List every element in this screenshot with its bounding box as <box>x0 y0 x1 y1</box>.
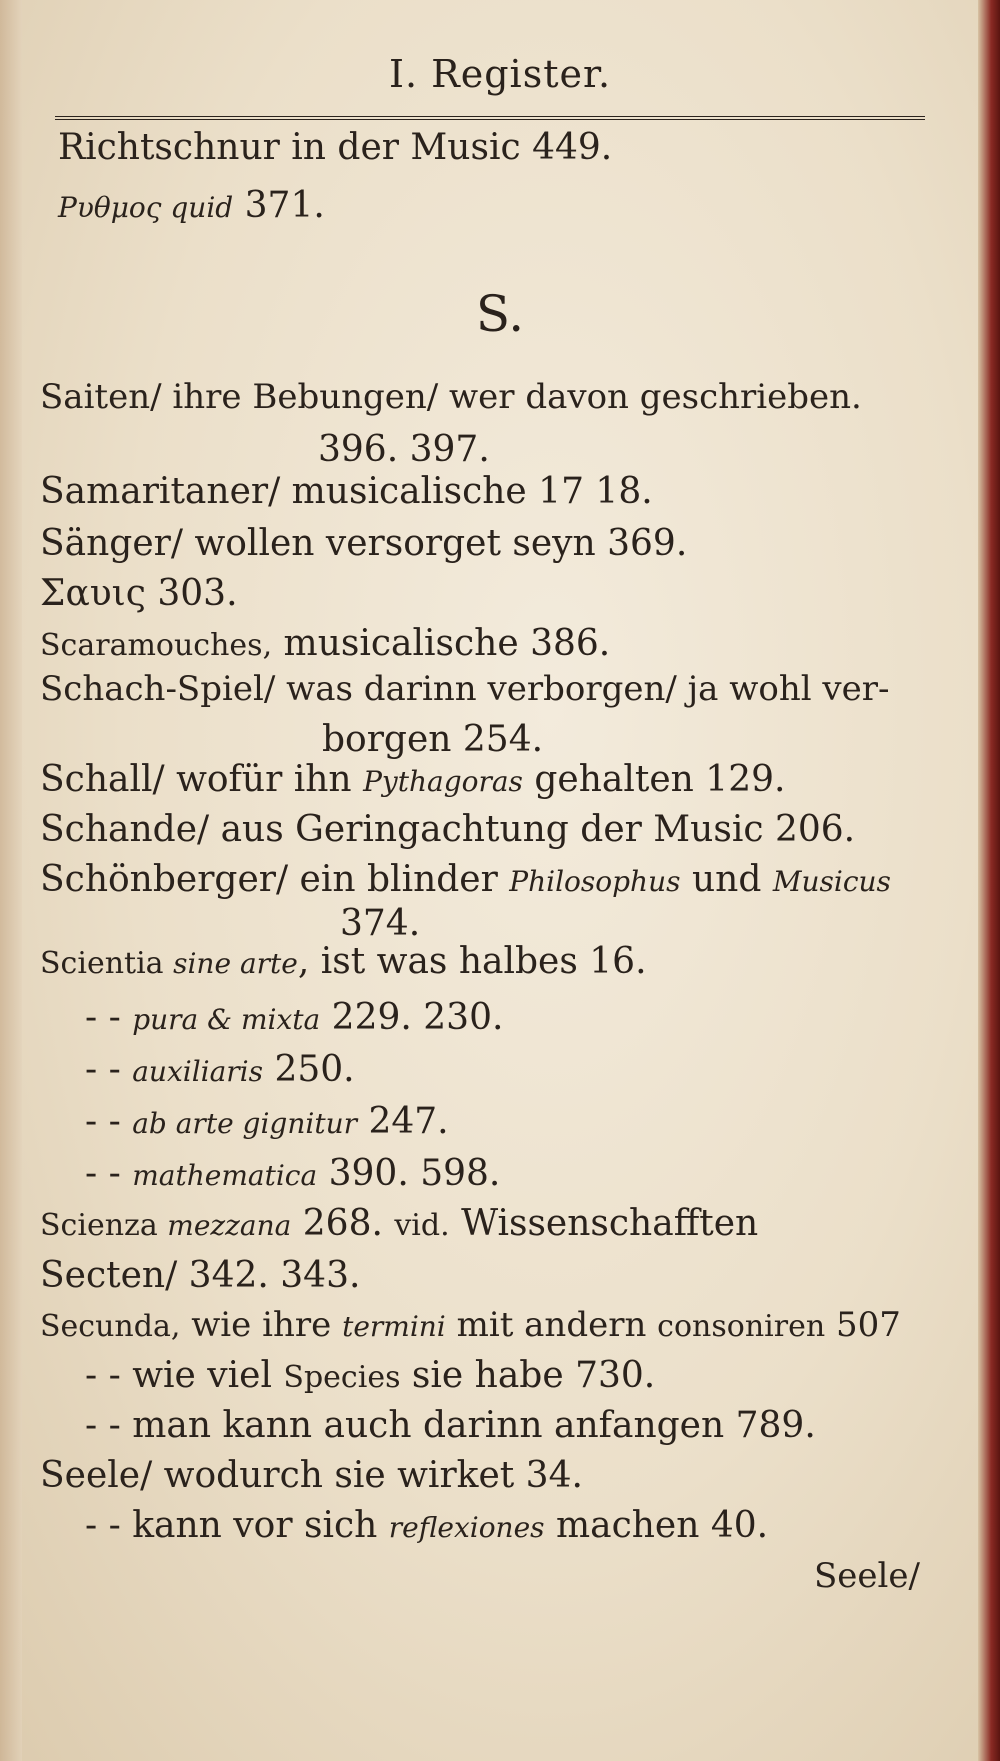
index-entry <box>58 127 613 168</box>
entry-text: - - kann vor sich <box>85 1505 389 1546</box>
entry-text: - - <box>85 1101 133 1142</box>
entry-text: Secten/ 342. 343. <box>40 1255 361 1296</box>
page-edge-binding <box>978 0 1000 1761</box>
italic-term: pura & mixta <box>132 1003 321 1036</box>
entry-text: machen 40. <box>544 1505 769 1546</box>
entry-text: - - <box>85 997 133 1038</box>
section-letter: S. <box>475 285 525 343</box>
entry-text: , ist was halbes 16. <box>297 941 647 982</box>
italic-term: mezzana <box>167 1209 292 1242</box>
index-entry <box>40 809 856 850</box>
entry-text: und <box>680 859 773 900</box>
italic-term: auxiliaris <box>132 1055 264 1088</box>
entry-text: Richtschnur in der Music 449. <box>58 127 613 168</box>
entry-text: - - wie viel <box>85 1355 284 1396</box>
entry-text: Saiten/ ihre Bebungen/ wer davon geschrieben. <box>40 377 862 417</box>
index-entry <box>318 429 490 470</box>
entry-text: 250. <box>263 1049 355 1090</box>
latin-term: Species <box>283 1360 401 1395</box>
italic-term: reflexiones <box>388 1511 545 1544</box>
latin-term: consoniren <box>657 1309 826 1344</box>
latin-term: Scaramouches, <box>40 628 273 663</box>
entry-text: Schall/ wofür ihn <box>40 759 364 800</box>
index-entry <box>85 1355 656 1396</box>
italic-term: termini <box>342 1310 446 1343</box>
index-entry <box>40 941 647 982</box>
entry-text: 371. <box>233 185 325 226</box>
entry-text: - - man kann auch darinn anfangen 789. <box>85 1405 816 1446</box>
index-entry <box>322 719 544 760</box>
entry-text: gehalten 129. <box>522 759 786 800</box>
index-entry <box>40 377 862 417</box>
latin-term: Scientia <box>40 946 174 981</box>
entry-text: wie ihre <box>180 1305 343 1345</box>
index-entry <box>40 669 890 709</box>
index-entry <box>40 1203 759 1244</box>
italic-term: Philosophus <box>509 865 681 898</box>
entry-text: Schach-Spiel/ was darinn verborgen/ ja wohl ver- <box>40 669 890 709</box>
entry-text: - - <box>85 1049 133 1090</box>
entry-text: sie habe 730. <box>400 1355 656 1396</box>
index-entry <box>340 903 421 944</box>
index-entry <box>40 623 611 664</box>
index-entry <box>85 1153 501 1194</box>
entry-text: Sänger/ wollen versorget seyn 369. <box>40 523 688 564</box>
index-entry <box>40 573 238 614</box>
entry-text: 229. 230. <box>320 997 504 1038</box>
header-rule <box>55 116 925 120</box>
index-entry <box>85 1405 816 1446</box>
entry-text: 268. <box>291 1203 395 1244</box>
index-entry <box>85 997 504 1038</box>
index-entry <box>40 523 688 564</box>
entry-text: 507 <box>825 1305 901 1345</box>
entry-text: mit andern <box>445 1305 658 1345</box>
running-header: I. Register. <box>388 52 612 96</box>
entry-text: Wissenschafften <box>449 1203 759 1244</box>
italic-term: Ρυθμος quid <box>58 191 234 224</box>
entry-text: Schande/ aus Geringachtung der Music 206. <box>40 809 856 850</box>
index-entry <box>40 1455 583 1496</box>
index-entry <box>85 1049 355 1090</box>
entry-text: Σαυις 303. <box>40 573 238 614</box>
italic-term: sine arte <box>173 947 298 980</box>
index-entry <box>40 471 653 512</box>
entry-text: Samaritaner/ musicalische 17 18. <box>40 471 653 512</box>
index-entry <box>40 859 891 900</box>
index-entry <box>40 759 786 800</box>
entry-text: 396. 397. <box>318 429 490 470</box>
index-entry <box>85 1101 449 1142</box>
page-gutter-shadow <box>0 0 22 1761</box>
entry-text: Seele/ wodurch sie wirket 34. <box>40 1455 583 1496</box>
catchword: Seele/ <box>814 1556 920 1596</box>
italic-term: ab arte gignitur <box>132 1107 357 1140</box>
italic-term: Pythagoras <box>363 765 523 798</box>
entry-text: 374. <box>340 903 421 944</box>
entry-text: Schönberger/ ein blinder <box>40 859 510 900</box>
latin-term: Secunda, <box>40 1309 181 1344</box>
entry-text: - - <box>85 1153 133 1194</box>
latin-term: Scienza <box>40 1208 168 1243</box>
latin-term: vid. <box>394 1208 450 1243</box>
entry-text: musicalische 386. <box>272 623 611 664</box>
italic-term: Musicus <box>772 865 891 898</box>
entry-text: 390. 598. <box>317 1153 501 1194</box>
entry-text: 247. <box>357 1101 449 1142</box>
italic-term: mathematica <box>132 1159 318 1192</box>
index-entry <box>85 1505 769 1546</box>
index-entry <box>58 185 325 226</box>
entry-text: borgen 254. <box>322 719 544 760</box>
index-entry <box>40 1255 361 1296</box>
index-entry <box>40 1305 901 1345</box>
